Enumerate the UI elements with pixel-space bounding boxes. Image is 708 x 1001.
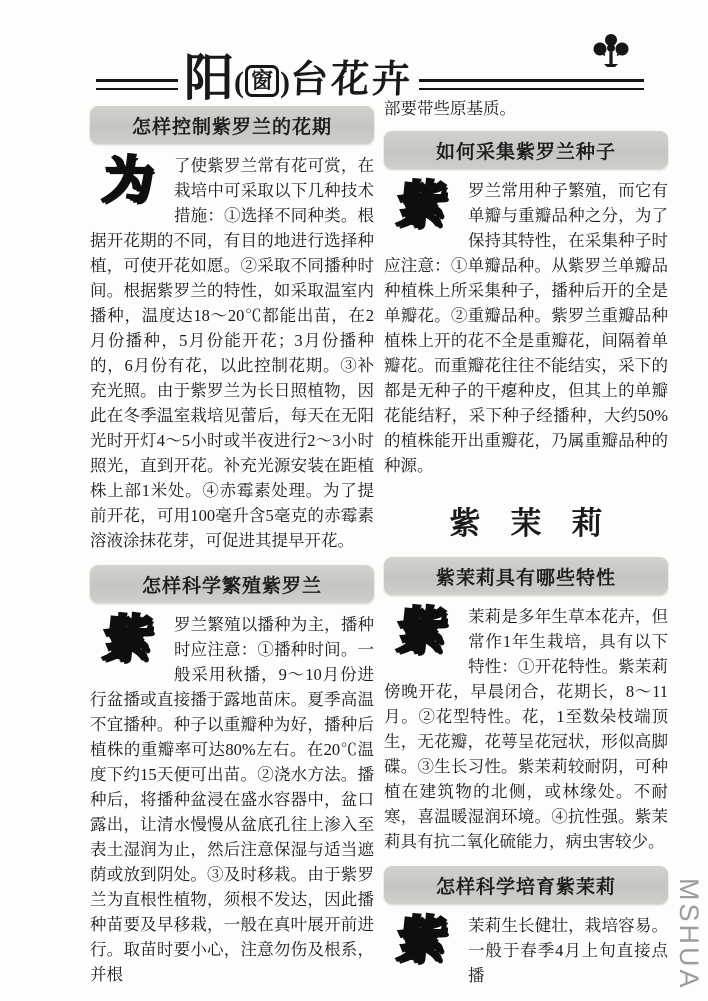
column-right [384,96,668,1000]
paragraph-text: 了使紫罗兰常有花可赏，在栽培中可采取以下几种技术措施：①选择不同种类。根据开花期的不同，有目的地进行选择种植，可使开花如愿。②采取不同播种时间。根据紫罗兰的特性，如采取温室内播种，温度达18～20℃都能出苗，在2月份播种，5月份能开花；3月份播种的，6月份有花，以此控制花期。③补充光照。由于紫罗兰为长日照植物，因此在冬季温室栽培见蕾后，每天在无阳光时开灯4～5小时或半夜进行2～3小时照光，直到开花。补充光源安装在距植株上部1米处。④赤霉素处理。为了提前开花，可用100毫升含5毫克的赤霉素溶液涂抹花芽，可促进其提早开花。 [90,156,374,550]
dropcap-zi: 紫 [394,912,451,968]
boxed-window-char: 窗 [245,65,279,97]
section-heading-propagation: 怎样科学繁殖紫罗兰 [90,565,374,603]
tree-icon [590,32,632,79]
paragraph-mirabilis-traits [384,604,668,854]
paren-open: ( [234,66,244,99]
section-heading-seed-collection: 如何采集紫罗兰种子 [384,131,668,169]
paragraph-seed-collection [384,178,668,478]
paragraph-text: 罗兰繁殖以播种为主，播种时应注意：①播种时间。一般采用秋播，9～10月份进行盆播或直接播于露地苗床。夏季高温不宜播种。种子以重瓣种为好，播种后植株的重瓣率可达80%左右。在20℃温度下约15天便可出苗。②浇水方法。播种后，将播种盆浸在盛水容器中，盆口露出，让清水慢慢从盆底孔往上渗入至表土湿润为止，然后注意保湿与适当遮荫或放到阴处。③及时移栽。由于紫罗兰为直根性植物，须根不发达，因此播种苗要及早移栽，一般在真叶展开前进行。取苗时要小心，注意勿伤及根系，并根 [90,615,374,984]
section-heading-mirabilis-traits: 紫茉莉具有哪些特性 [384,557,668,595]
paragraph-text: 茉莉是多年生草本花卉，但常作1年生栽培，具有以下特性：①开花特性。紫茉莉傍晚开花，早晨闭合，花期长，8～11月。②花型特性。花，1至数朵枝端顶生，无花瓣，花萼呈花冠状，形似高脚碟。③生长习性。紫茉莉较耐阴，可种植在建筑物的北侧，或林缘处。不耐寒，喜温暖湿润环境。④抗性强。紫茉莉具有抗二氧化硫能力，病虫害较少。 [384,607,668,851]
dropcap-zi: 紫 [394,177,451,233]
rule-left [96,79,178,90]
dropcap-wei: 为 [100,152,157,208]
paragraph-flowering-control [90,153,374,553]
paragraph-text: 罗兰常用种子繁殖，而它有单瓣与重瓣品种之分，为了保持其特性，在采集种子时应注意：①单瓣品种。从紫罗兰单瓣品种植株上所采集种子，播种后开的全是单瓣花。②重瓣品种。紫罗兰重瓣品种植株上开的花不全是重瓣花，间隔着单瓣花。而重瓣花往往不能结实，采下的都是无种子的干瘪种皮，但其上的单瓣花能结籽，采下种子经播种，大约50%的植株能开出重瓣花，乃属重瓣品种的种源。 [384,181,668,475]
section-heading-flowering-control: 怎样控制紫罗兰的花期 [90,106,374,144]
page-title [178,50,419,106]
title-char: 阳 [184,50,234,106]
rule-right [419,79,644,90]
paragraph-propagation [90,612,374,987]
dropcap-zi: 紫 [100,611,157,667]
title-rest: 台花卉 [289,59,414,101]
continuation-text: 部要带些原基质。 [384,99,516,118]
column-left [90,106,374,999]
paragraph-text: 茉莉生长健壮，栽培容易。一般于春季4月上旬直接点播 [468,916,668,985]
masthead [96,44,644,106]
watermark: MSHUA [674,878,704,991]
chapter-title-mirabilis: 紫茉莉 [449,506,633,541]
paragraph-mirabilis-cultivation [384,913,668,988]
dropcap-zi: 紫 [394,603,451,659]
section-heading-mirabilis-cultivation: 怎样科学培育紫茉莉 [384,866,668,904]
paren-close: ) [280,66,291,99]
